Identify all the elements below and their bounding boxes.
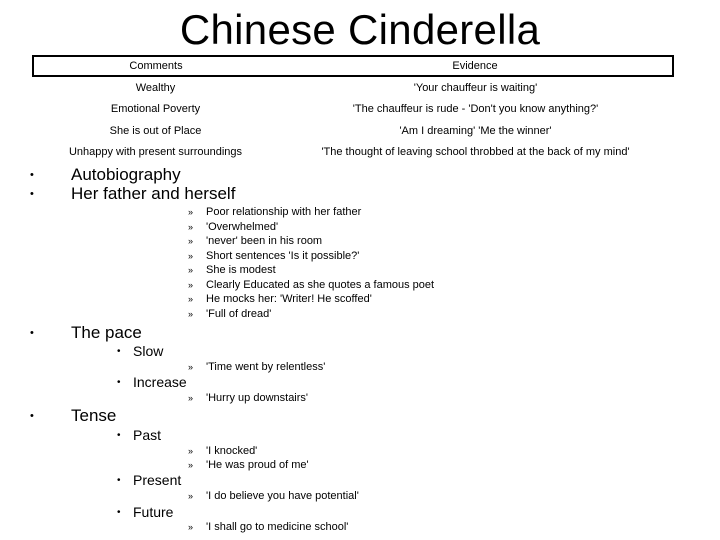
evidence-cell: 'Your chauffeur is waiting' xyxy=(413,81,538,94)
evidence-cell: 'The thought of leaving school throbbed at the back of my mind' xyxy=(321,146,630,159)
list-item: Poor relationship with her father xyxy=(206,206,362,218)
list-item: 'I knocked' xyxy=(206,445,258,457)
table-header-row xyxy=(33,56,673,76)
list-item: Clearly Educated as she quotes a famous poet xyxy=(206,279,435,291)
evidence-cell: 'The chauffeur is rude - 'Don't you know anything?' xyxy=(352,103,599,116)
bullet-icon: • xyxy=(117,377,121,388)
list-item: 'I do believe you have potential' xyxy=(206,490,359,502)
outline-heading-tense: Tense xyxy=(71,406,117,425)
comment-cell: She is out of Place xyxy=(109,124,202,137)
chevron-right-icon: » xyxy=(188,222,194,232)
list-item: 'I shall go to medicine school' xyxy=(206,521,349,533)
list-item: She is modest xyxy=(206,264,276,276)
table-row xyxy=(33,120,673,142)
list-item: 'He was proud of me' xyxy=(206,459,309,471)
bullet-icon: • xyxy=(30,169,34,181)
comment-cell: Wealthy xyxy=(135,81,176,94)
chevron-right-icon: » xyxy=(188,491,194,501)
chevron-right-icon: » xyxy=(188,362,194,372)
chevron-right-icon: » xyxy=(188,460,194,470)
table-row xyxy=(33,76,673,99)
chevron-right-icon: » xyxy=(188,207,194,217)
table-row xyxy=(33,99,673,121)
outline-heading-autobiography: Autobiography xyxy=(71,165,181,184)
evidence-column-header: Evidence xyxy=(278,56,673,76)
comment-cell: Unhappy with present surroundings xyxy=(68,146,243,159)
comments-column-header: Comments xyxy=(33,56,278,76)
bullet-icon: • xyxy=(117,507,121,518)
chevron-right-icon: » xyxy=(188,294,194,304)
list-item: 'Time went by relentless' xyxy=(206,361,326,373)
bullet-icon: • xyxy=(117,430,121,441)
comments-evidence-table xyxy=(32,55,674,163)
chevron-right-icon: » xyxy=(188,236,194,246)
evidence-cell: 'Am I dreaming' 'Me the winner' xyxy=(399,124,552,137)
list-item: 'Full of dread' xyxy=(206,308,272,320)
sub-heading-increase: Increase xyxy=(133,374,187,390)
chevron-right-icon: » xyxy=(188,309,194,319)
bullet-icon: • xyxy=(117,475,121,486)
bullet-icon: • xyxy=(30,327,34,339)
sub-heading-past: Past xyxy=(133,427,162,443)
comment-cell: Emotional Poverty xyxy=(110,103,201,116)
list-item: He mocks her: 'Writer! He scoffed' xyxy=(206,293,372,305)
list-item: 'Hurry up downstairs' xyxy=(206,392,309,404)
outline-heading-pace: The pace xyxy=(71,323,142,342)
bullet-icon: • xyxy=(30,410,34,422)
chevron-right-icon: » xyxy=(188,522,194,532)
page-title: Chinese Cinderella xyxy=(179,6,541,53)
table-row xyxy=(33,142,673,164)
bullet-icon: • xyxy=(30,188,34,200)
list-item: 'never' been in his room xyxy=(206,235,323,247)
chevron-right-icon: » xyxy=(188,280,194,290)
chevron-right-icon: » xyxy=(188,251,194,261)
list-item: 'Overwhelmed' xyxy=(206,221,279,233)
list-item: Short sentences 'Is it possible?' xyxy=(206,250,360,262)
sub-heading-slow: Slow xyxy=(133,343,164,359)
sub-heading-future: Future xyxy=(133,504,174,520)
bullet-icon: • xyxy=(117,346,121,357)
chevron-right-icon: » xyxy=(188,265,194,275)
chevron-right-icon: » xyxy=(188,446,194,456)
chevron-right-icon: » xyxy=(188,393,194,403)
sub-heading-present: Present xyxy=(133,472,182,488)
outline-heading-father: Her father and herself xyxy=(71,184,236,203)
